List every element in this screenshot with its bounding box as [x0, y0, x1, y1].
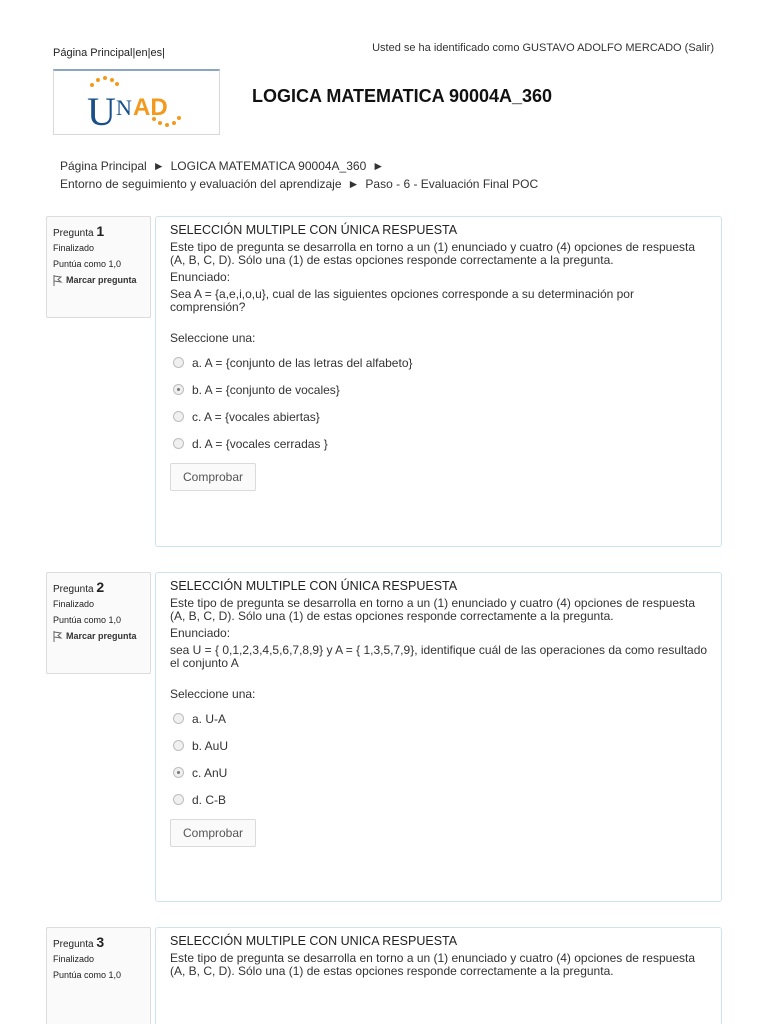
question-grade: Puntúa como 1,0: [53, 259, 122, 269]
answer-option-b[interactable]: [170, 376, 709, 403]
question-content: [155, 927, 722, 1024]
question-grade: Puntúa como 1,0: [53, 970, 122, 980]
svg-text:AD: AD: [133, 94, 168, 121]
lang-es-link[interactable]: es: [150, 47, 163, 59]
lang-en-link[interactable]: en: [135, 47, 148, 59]
question-intro: Este tipo de pregunta se desarrolla en torno a un (1) enunciado y cuatro (4) opciones de respuesta (A, B, C, D). Sólo una (1) de estas opciones responde correctamente a la pregunta.: [170, 240, 695, 267]
breadcrumb: [60, 157, 538, 193]
question-content: [155, 216, 722, 547]
answer-option-a[interactable]: [170, 349, 709, 376]
answer-option-c[interactable]: [170, 759, 709, 786]
radio-button[interactable]: [173, 411, 184, 422]
breadcrumb-separator: ►: [372, 159, 385, 173]
question-info: [46, 927, 151, 1024]
home-link[interactable]: Página Principal: [53, 47, 133, 59]
question-type: SELECCIÓN MULTIPLE CON UNICA RESPUESTA: [170, 934, 458, 948]
radio-button[interactable]: [173, 438, 184, 449]
flag-question-label: Marcar pregunta: [66, 631, 137, 641]
radio-button[interactable]: [173, 794, 184, 805]
question-label: Pregunta: [53, 939, 94, 950]
breadcrumb-home[interactable]: Página Principal: [60, 159, 147, 173]
breadcrumb-separator: ►: [347, 177, 360, 191]
question-intro: Este tipo de pregunta se desarrolla en torno a un (1) enunciado y cuatro (4) opciones de respuesta (A, B, C, D). Sólo una (1) de estas opciones responde correctamente a la pregunta.: [170, 596, 695, 623]
radio-button-selected[interactable]: [173, 384, 184, 395]
answer-options: [170, 349, 709, 457]
svg-text:N: N: [116, 95, 132, 120]
question-number: 3: [96, 934, 105, 950]
question-info: [46, 216, 151, 318]
answer-option-c[interactable]: [170, 403, 709, 430]
answer-option-label: c. AnU: [192, 765, 228, 780]
answer-prompt: Seleccione una:: [170, 331, 256, 345]
question-number: 2: [96, 579, 105, 595]
top-nav: Página Principal|en|es|: [53, 47, 165, 59]
answer-option-label: b. A = {conjunto de vocales}: [192, 382, 340, 397]
flag-icon: [53, 275, 63, 286]
unad-logo-icon: [54, 71, 219, 135]
answer-option-label: a. U-A: [192, 711, 227, 726]
question-label: Pregunta: [53, 228, 94, 239]
question-grade: Puntúa como 1,0: [53, 615, 122, 625]
radio-button[interactable]: [173, 357, 184, 368]
question-state: Finalizado: [53, 243, 95, 253]
answer-option-d[interactable]: [170, 430, 709, 457]
question-statement: Sea A = {a,e,i,o,u}, cual de las siguientes opciones corresponde a su determinación por comprensión?: [170, 287, 634, 314]
breadcrumb-quiz[interactable]: Paso - 6 - Evaluación Final POC: [365, 177, 539, 191]
question-type: SELECCIÓN MULTIPLE CON ÚNICA RESPUESTA: [170, 579, 458, 593]
answer-option-d[interactable]: [170, 786, 709, 813]
question-intro: Este tipo de pregunta se desarrolla en torno a un (1) enunciado y cuatro (4) opciones de respuesta (A, B, C, D). Sólo una (1) de estas opciones responde correctamente a la pregunta.: [170, 951, 695, 978]
question-state: Finalizado: [53, 599, 95, 609]
answer-option-label: c. A = {vocales abiertas}: [192, 409, 320, 424]
question-number: 1: [96, 223, 105, 239]
login-info[interactable]: Usted se ha identificado como GUSTAVO ADOLFO MERCADO (Salir): [372, 42, 714, 54]
question-info: [46, 572, 151, 674]
check-button[interactable]: Comprobar: [170, 819, 256, 847]
svg-text:U: U: [87, 89, 116, 134]
enunciado-label: Enunciado:: [170, 626, 231, 640]
breadcrumb-separator: ►: [152, 159, 165, 173]
answer-option-label: b. AuU: [192, 738, 229, 753]
breadcrumb-section[interactable]: Entorno de seguimiento y evaluación del aprendizaje: [60, 177, 342, 191]
flag-question-button[interactable]: [53, 275, 144, 286]
question-state: Finalizado: [53, 954, 95, 964]
flag-question-label: Marcar pregunta: [66, 275, 137, 285]
question-type: SELECCIÓN MULTIPLE CON ÚNICA RESPUESTA: [170, 223, 458, 237]
flag-icon: [53, 631, 63, 642]
radio-button-selected[interactable]: [173, 767, 184, 778]
answer-options: [170, 705, 709, 813]
radio-button[interactable]: [173, 713, 184, 724]
answer-option-label: d. C-B: [192, 792, 227, 807]
check-button[interactable]: Comprobar: [170, 463, 256, 491]
answer-option-b[interactable]: [170, 732, 709, 759]
answer-option-label: d. A = {vocales cerradas }: [192, 436, 328, 451]
radio-button[interactable]: [173, 740, 184, 751]
unad-logo[interactable]: [53, 69, 220, 135]
flag-question-button[interactable]: [53, 631, 144, 642]
question-statement: sea U = { 0,1,2,3,4,5,6,7,8,9} y A = { 1,3,5,7,9}, identifique cuál de las operaciones da como resultado el conjunto A: [170, 643, 708, 670]
answer-option-label: a. A = {conjunto de las letras del alfabeto}: [192, 355, 413, 370]
course-title: LOGICA MATEMATICA 90004A_360: [252, 86, 553, 106]
enunciado-label: Enunciado:: [170, 270, 231, 284]
question-content: [155, 572, 722, 902]
answer-prompt: Seleccione una:: [170, 687, 256, 701]
question-label: Pregunta: [53, 584, 94, 595]
breadcrumb-course[interactable]: LOGICA MATEMATICA 90004A_360: [170, 159, 367, 173]
answer-option-a[interactable]: [170, 705, 709, 732]
